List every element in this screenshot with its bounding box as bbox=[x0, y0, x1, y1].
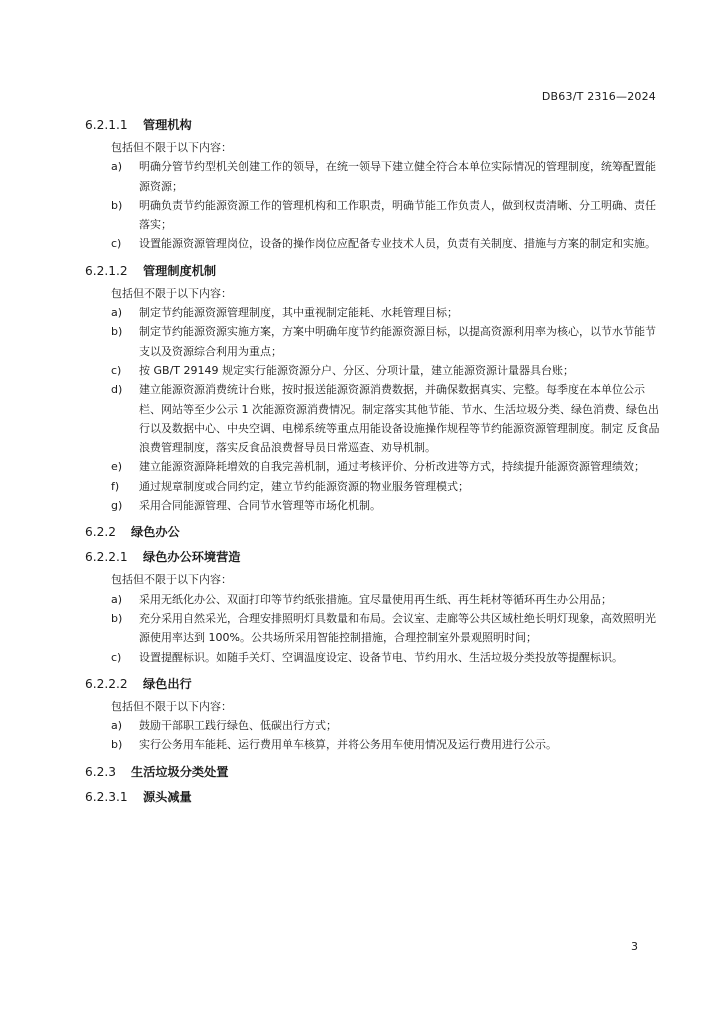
list-item bbox=[85, 716, 660, 735]
section-heading bbox=[85, 259, 660, 284]
list-marker: c) bbox=[111, 650, 122, 664]
list-marker: b) bbox=[111, 325, 123, 339]
section-heading bbox=[85, 785, 660, 810]
section-number: 6.2.2.2 bbox=[85, 676, 128, 691]
list-item bbox=[85, 157, 660, 196]
list-text: 充分采用自然采光，合理安排照明灯具数量和布局。会议室、走廊等公共区域杜绝长明灯现象，高效照明光源使用率达到 100%。公共场所采用智能控制措施，合理控制室外景观照明时间； bbox=[139, 611, 656, 645]
section-heading bbox=[85, 672, 660, 697]
list-text: 明确分管节约型机关创建工作的领导，在统一领导下建立健全符合本单位实际情况的管理制度，统筹配置能源资源； bbox=[139, 160, 656, 193]
section-title: 管理机构 bbox=[143, 118, 192, 132]
section-title: 源头减量 bbox=[143, 789, 192, 804]
list-marker: b) bbox=[111, 738, 123, 752]
list-text: 制定节约能源资源实施方案，方案中明确年度节约能源资源目标，以提高资源利用率为核心，以节水节能节支以及资源综合利用为重点； bbox=[139, 325, 656, 358]
section-heading bbox=[85, 520, 660, 545]
list-text: 设置提醒标识。如随手关灯、空调温度设定、设备节电、节约用水、生活垃圾分类投放等提醒标识。 bbox=[139, 650, 623, 664]
list-item bbox=[85, 590, 660, 609]
section-heading bbox=[85, 545, 660, 570]
list-item bbox=[85, 303, 660, 322]
list-item bbox=[85, 609, 660, 648]
section-number: 6.2.2 bbox=[85, 525, 117, 540]
list-text: 明确负责节约能源资源工作的管理机构和工作职责，明确节能工作负责人，做到权责清晰、分工明确、责任落实； bbox=[139, 198, 656, 232]
list-marker: a) bbox=[111, 160, 123, 174]
list-text: 建立能源资源消费统计台账，按时报送能源资源消费数据，并确保数据真实、完整。每季度在本单位公示栏、网站等至少公示 1 次能源资源消费情况。制定落实其他节能、节水、生活垃圾分类、绿色消费、绿色出行以及数据中心、中央空调、电梯系统等重点用能设备设施操作规程等节约能源资源管理制度。制定 反食品浪费管理制度，落实反食品浪费督导员日常巡查、劝导机制。 bbox=[139, 383, 660, 455]
section-title: 绿色办公 bbox=[131, 525, 180, 540]
section-heading bbox=[85, 760, 660, 785]
section-title: 生活垃圾分类处置 bbox=[131, 764, 229, 779]
list-item bbox=[85, 380, 660, 457]
section-number: 6.2.3.1 bbox=[85, 789, 128, 804]
section-title: 绿色出行 bbox=[143, 676, 192, 691]
list-item bbox=[85, 457, 660, 476]
list-marker: b) bbox=[111, 611, 123, 625]
list-marker: a) bbox=[111, 592, 123, 606]
list-marker: e) bbox=[111, 460, 123, 474]
section-title: 管理制度机制 bbox=[143, 263, 217, 278]
list-text: 建立能源资源降耗增效的自我完善机制，通过考核评价、分析改进等方式，持续提升能源资源管理绩效； bbox=[139, 460, 645, 474]
list-item bbox=[85, 234, 660, 253]
section-number: 6.2.1.1 bbox=[85, 118, 128, 132]
list-text: 通过规章制度或合同约定，建立节约能源资源的物业服务管理模式； bbox=[139, 479, 469, 493]
section-heading bbox=[85, 113, 660, 138]
section-title: 绿色办公环境营造 bbox=[143, 550, 241, 565]
list-marker: c) bbox=[111, 237, 122, 251]
list-item bbox=[85, 496, 660, 515]
section-intro: 包括但不限于以下内容： bbox=[111, 286, 232, 300]
list-text: 制定节约能源资源管理制度，其中重视制定能耗、水耗管理目标； bbox=[139, 306, 458, 320]
list-text: 按 GB/T 29149 规定实行能源资源分户、分区、分项计量，建立能源资源计量器具台账； bbox=[139, 363, 574, 377]
standard-code-header: DB63/T 2316—2024 bbox=[541, 90, 656, 103]
list-text: 实行公务用车能耗、运行费用单车核算，并将公务用车使用情况及运行费用进行公示。 bbox=[139, 738, 557, 752]
section-intro: 包括但不限于以下内容： bbox=[111, 573, 232, 587]
section-intro: 包括但不限于以下内容： bbox=[111, 699, 232, 713]
document-body bbox=[85, 113, 660, 810]
list-item bbox=[85, 196, 660, 235]
list-item bbox=[85, 477, 660, 496]
section-intro: 包括但不限于以下内容： bbox=[111, 141, 232, 154]
list-item bbox=[85, 361, 660, 380]
list-marker: a) bbox=[111, 306, 123, 320]
list-marker: f) bbox=[111, 479, 120, 493]
page-number: 3 bbox=[631, 940, 638, 953]
section-number: 6.2.2.1 bbox=[85, 550, 128, 565]
list-item bbox=[85, 322, 660, 361]
list-marker: b) bbox=[111, 198, 123, 212]
list-marker: c) bbox=[111, 363, 122, 377]
list-item bbox=[85, 648, 660, 667]
list-text: 鼓励干部职工践行绿色、低碳出行方式； bbox=[139, 719, 337, 733]
list-text: 设置能源资源管理岗位，设备的操作岗位应配备专业技术人员，负责有关制度、措施与方案的制定和实施。 bbox=[139, 237, 656, 251]
list-text: 采用无纸化办公、双面打印等节约纸张措施。宜尽量使用再生纸、再生耗材等循环再生办公用品； bbox=[139, 592, 612, 606]
section-number: 6.2.3 bbox=[85, 764, 117, 779]
list-marker: a) bbox=[111, 719, 123, 733]
section-number: 6.2.1.2 bbox=[85, 263, 128, 278]
list-item bbox=[85, 735, 660, 754]
list-text: 采用合同能源管理、合同节水管理等市场化机制。 bbox=[139, 499, 381, 513]
list-marker: d) bbox=[111, 383, 123, 397]
list-marker: g) bbox=[111, 499, 123, 513]
